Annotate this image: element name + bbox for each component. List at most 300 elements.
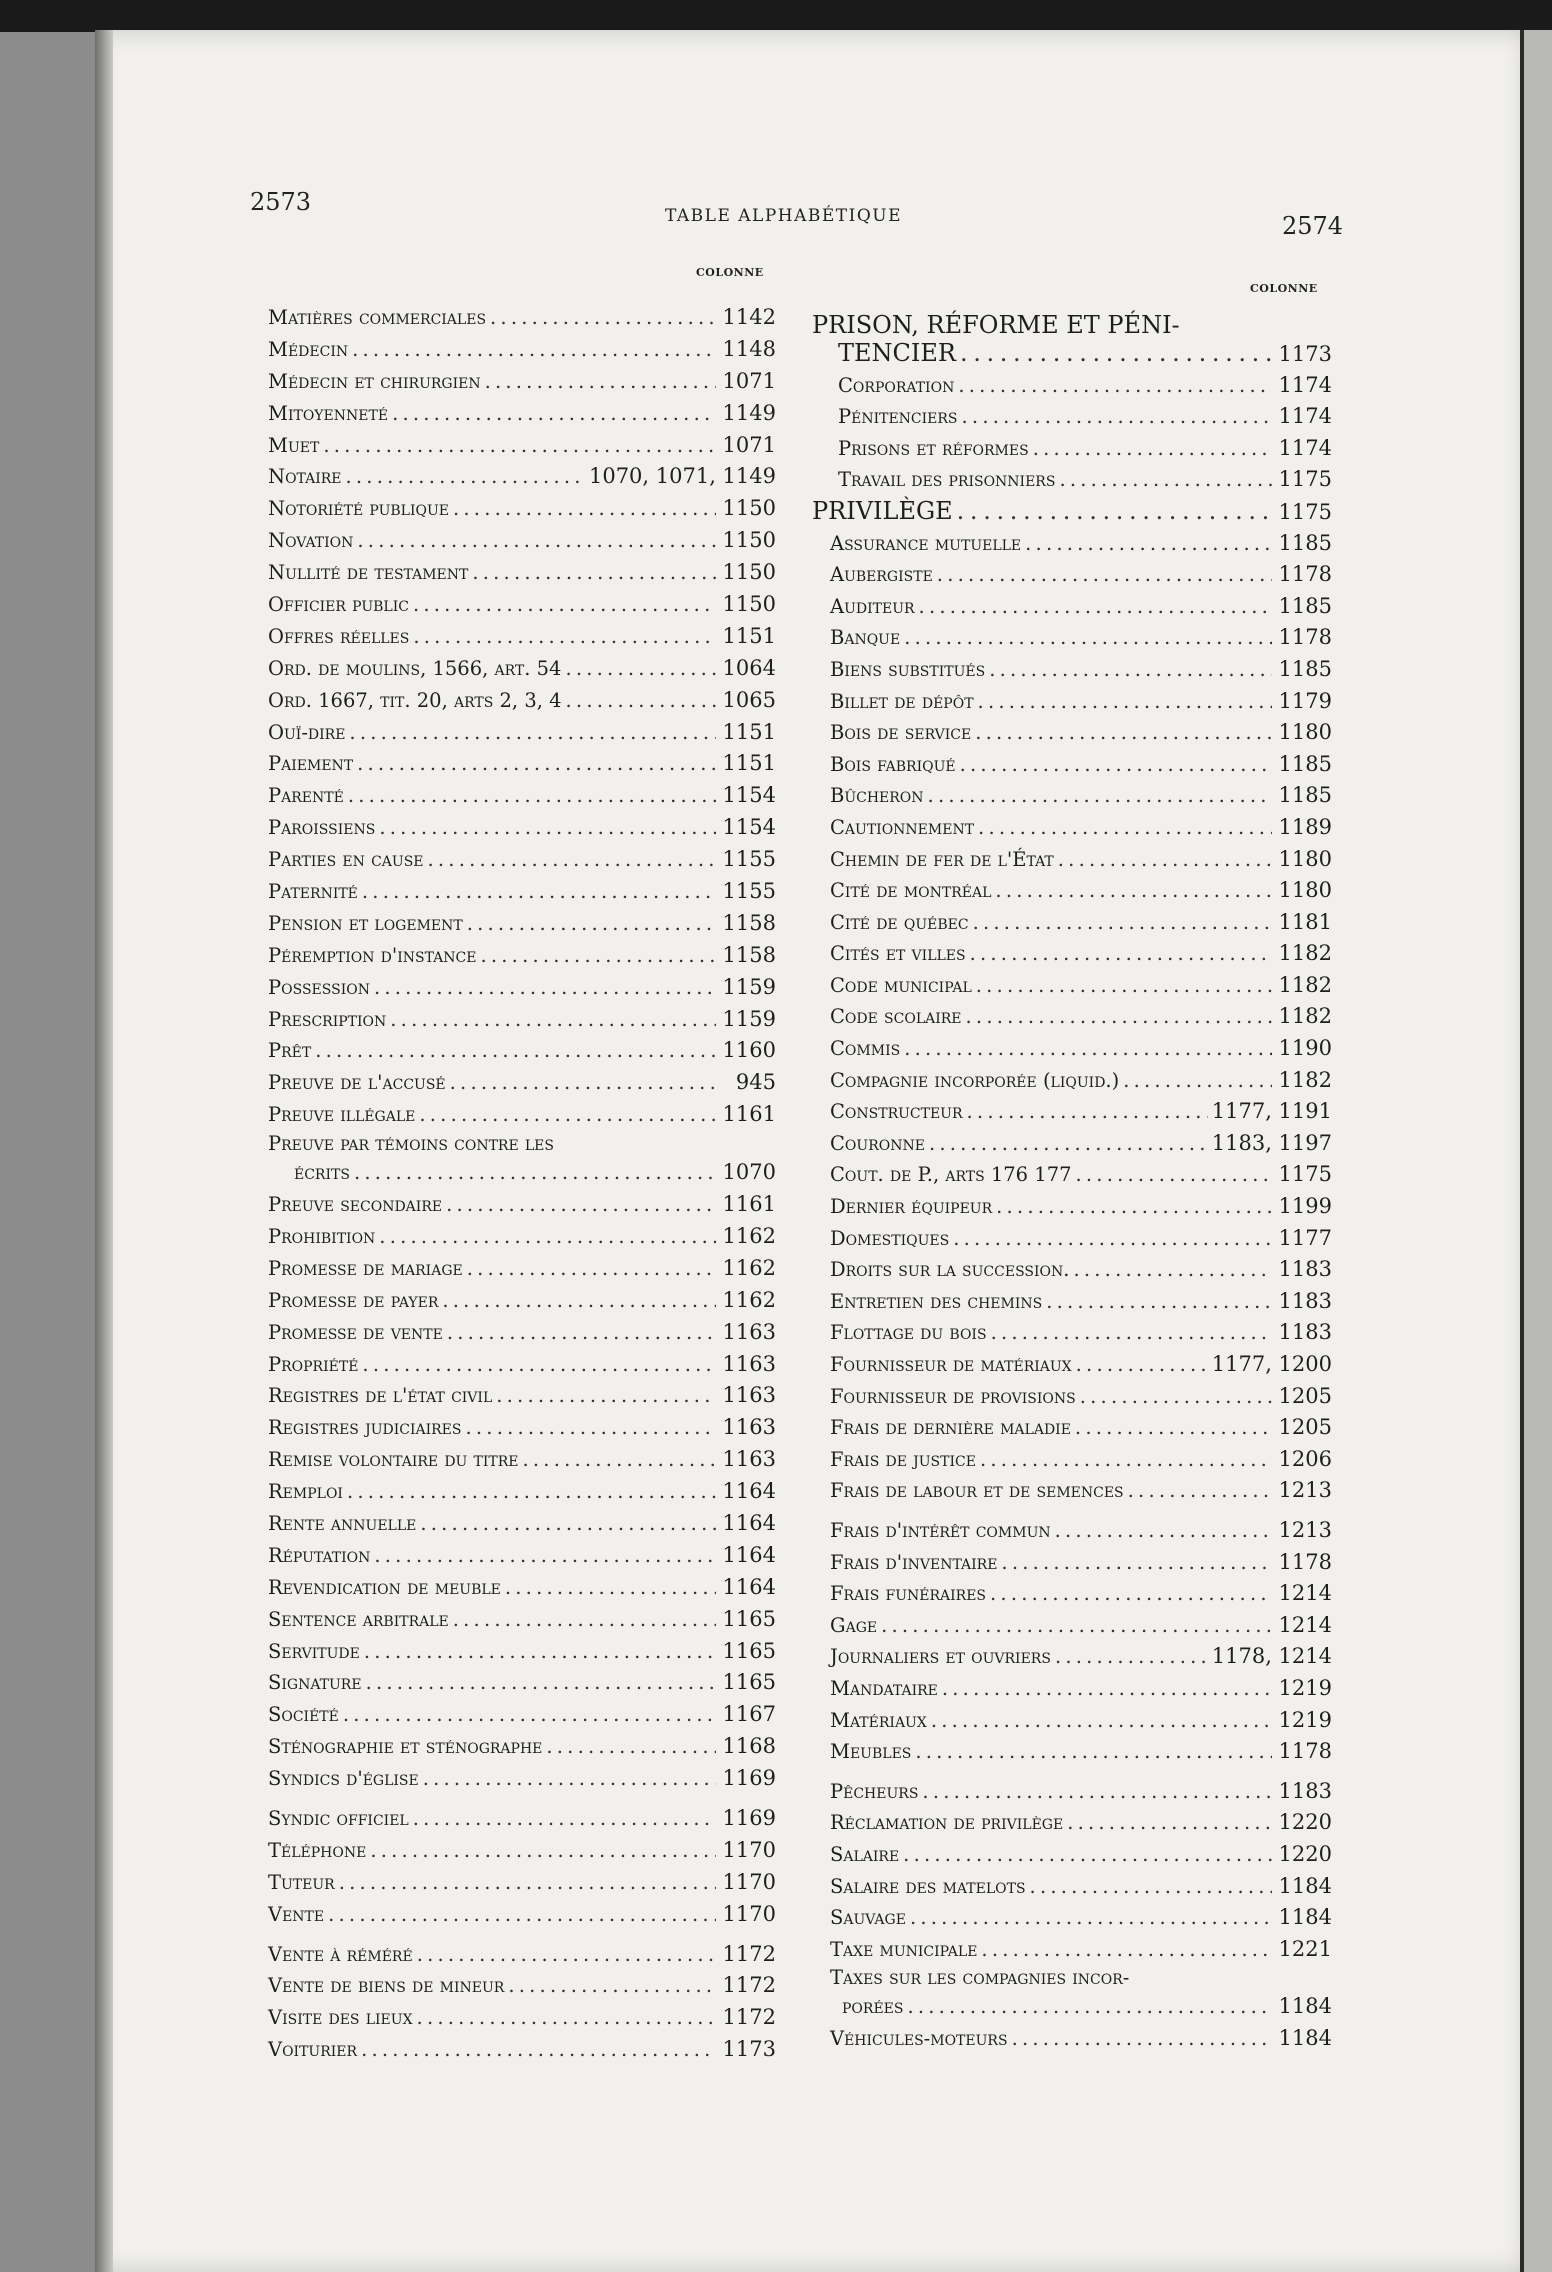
column-reference: 1175	[1278, 467, 1332, 492]
column-reference: 1184	[1278, 1994, 1332, 2019]
leader-dots	[960, 749, 1272, 781]
leader-dots	[392, 398, 716, 430]
index-term: Nullité de testament	[268, 561, 469, 585]
index-term: Frais d'intérêt commun	[830, 1518, 1051, 1542]
index-column-left	[268, 302, 776, 2066]
leader-dots	[976, 970, 1272, 1002]
index-entry	[268, 589, 776, 621]
index-entry	[268, 748, 776, 780]
index-entry	[268, 430, 776, 462]
index-entry	[812, 1807, 1332, 1839]
index-term: Pêcheurs	[830, 1779, 919, 1803]
index-entry	[812, 591, 1332, 623]
index-term: PRISON, RÉFORME ET PÉNI-	[812, 311, 1180, 339]
column-reference: 1213	[1278, 1517, 1332, 1542]
column-reference: 1189	[1278, 814, 1332, 839]
index-entry	[812, 1033, 1332, 1065]
index-term: Vente	[268, 1902, 325, 1926]
index-term: Bois de service	[830, 721, 972, 745]
column-reference: 1151	[722, 751, 776, 776]
index-entry	[812, 1475, 1332, 1507]
leader-dots	[453, 1604, 716, 1636]
leader-dots	[1025, 528, 1272, 560]
index-entry	[812, 1641, 1332, 1673]
index-entry	[268, 1157, 776, 1189]
column-reference: 1151	[722, 719, 776, 744]
leader-dots	[361, 2034, 716, 2066]
index-entry	[812, 844, 1332, 876]
index-term: Taxe municipale	[830, 1937, 978, 1961]
index-entry	[268, 1508, 776, 1540]
index-entry	[268, 1867, 776, 1899]
index-entry	[812, 1128, 1332, 1160]
index-entry	[812, 1871, 1332, 1903]
column-reference: 1159	[722, 974, 776, 999]
index-entry	[812, 622, 1332, 654]
leader-dots	[413, 589, 716, 621]
leader-dots	[390, 1004, 716, 1036]
index-term: Propriété	[268, 1352, 359, 1376]
index-entry	[812, 970, 1332, 1002]
column-reference: 1142	[722, 305, 776, 329]
index-term: Corporation	[838, 373, 955, 397]
page-right-edge	[1520, 30, 1552, 2272]
index-term: Matières commerciales	[268, 306, 487, 329]
index-term: Registres judiciaires	[268, 1416, 462, 1440]
index-term: Cout. de P., arts 176 177	[830, 1163, 1072, 1187]
leader-dots	[339, 1867, 716, 1899]
column-reference: 1151	[722, 623, 776, 648]
leader-dots	[349, 717, 716, 749]
index-term: Bois fabriqué	[830, 752, 956, 776]
index-entry	[268, 1004, 776, 1036]
leader-dots	[1001, 1547, 1272, 1579]
leader-dots	[496, 1380, 716, 1412]
column-reference: 1175	[1278, 499, 1332, 524]
column-reference: 1182	[1278, 1004, 1332, 1029]
column-reference: 1149	[722, 400, 776, 425]
index-entry	[812, 1736, 1332, 1768]
leader-dots	[347, 1476, 716, 1508]
column-reference: 1213	[1278, 1478, 1332, 1503]
column-reference: 1185	[1278, 530, 1332, 555]
column-reference: 1155	[722, 879, 776, 904]
index-term: Bûcheron	[830, 784, 924, 808]
column-reference: 1154	[722, 815, 776, 840]
leader-dots	[446, 1189, 716, 1221]
index-entry	[268, 493, 776, 525]
index-term: Promesse de payer	[268, 1288, 439, 1312]
index-entry	[268, 621, 776, 653]
index-term: Notoriété publique	[268, 497, 449, 521]
index-term: Salaire	[830, 1842, 900, 1866]
column-reference: 1206	[1278, 1446, 1332, 1471]
index-entry	[812, 559, 1332, 591]
column-reference: 1160	[722, 1038, 776, 1063]
index-term: Paiement	[268, 752, 354, 776]
column-reference: 1165	[722, 1670, 776, 1695]
leader-dots	[1075, 1412, 1272, 1444]
leader-dots	[1073, 1254, 1272, 1286]
column-reference: 1172	[722, 2005, 776, 2030]
index-term: Aubergiste	[830, 563, 933, 587]
leader-dots	[975, 717, 1272, 749]
leader-dots	[485, 366, 716, 398]
index-entry	[268, 1899, 776, 1931]
leader-dots	[966, 1001, 1272, 1033]
index-entry	[268, 908, 776, 940]
index-term: Tuteur	[268, 1870, 335, 1894]
column-reference: 1205	[1278, 1415, 1332, 1440]
index-term: Frais d'inventaire	[830, 1550, 998, 1574]
index-entry	[812, 1381, 1332, 1413]
index-entry	[812, 1934, 1332, 1966]
index-term: Sténographie et sténographe	[268, 1735, 543, 1759]
leader-dots	[910, 1902, 1272, 1934]
leader-dots	[447, 1317, 716, 1349]
index-term: Téléphone	[268, 1838, 367, 1862]
column-reference: 1205	[1278, 1383, 1332, 1408]
leader-dots	[346, 461, 585, 493]
index-entry	[268, 1349, 776, 1381]
index-entry	[268, 334, 776, 366]
index-term: Possession	[268, 975, 370, 999]
index-term: Domestiques	[830, 1226, 950, 1250]
index-entry	[812, 749, 1332, 781]
leader-dots	[370, 1835, 716, 1867]
index-entry	[268, 1604, 776, 1636]
leader-dots	[967, 1096, 1208, 1128]
leader-dots	[1128, 1475, 1272, 1507]
index-entry	[268, 461, 776, 493]
column-reference: 1185	[1278, 783, 1332, 808]
leader-dots	[978, 812, 1272, 844]
index-term: Frais de dernière maladie	[830, 1416, 1071, 1440]
index-term: Mitoyenneté	[268, 401, 389, 425]
leader-dots	[995, 875, 1272, 907]
index-entry	[812, 1902, 1332, 1934]
column-reference: 1065	[722, 687, 776, 712]
column-reference: 1162	[722, 1287, 776, 1312]
index-term: Sentence arbitrale	[268, 1607, 449, 1631]
leader-dots	[508, 1970, 716, 2002]
index-entry	[812, 338, 1332, 370]
column-reference: 1164	[722, 1479, 776, 1504]
column-reference: 1219	[1278, 1707, 1332, 1732]
column-reference: 1182	[1278, 972, 1332, 997]
index-term: Prescription	[268, 1007, 387, 1031]
leader-dots	[903, 1839, 1272, 1871]
column-reference: 1184	[1278, 1873, 1332, 1898]
index-term: Fournisseur de provisions	[830, 1384, 1076, 1408]
column-reference: 1177, 1200	[1211, 1352, 1332, 1376]
index-term: Vente de biens de mineur	[268, 1974, 505, 1998]
column-reference: 1165	[722, 1638, 776, 1663]
column-reference: 1181	[1278, 909, 1332, 934]
index-term: Paternité	[268, 880, 358, 904]
scan-top-band	[0, 0, 1552, 32]
leader-dots	[960, 338, 1272, 370]
index-entry	[268, 557, 776, 589]
index-entry	[812, 1286, 1332, 1318]
index-entry	[812, 1191, 1332, 1223]
leader-dots	[379, 1221, 716, 1253]
column-reference: 1177	[1278, 1225, 1332, 1250]
leader-dots	[362, 876, 716, 908]
leader-dots	[442, 1285, 716, 1317]
index-entry	[812, 1159, 1332, 1191]
leader-dots	[1067, 1807, 1272, 1839]
index-entry	[812, 401, 1332, 433]
index-entry	[268, 780, 776, 812]
index-term: Auditeur	[830, 594, 915, 618]
column-reference: 1219	[1278, 1675, 1332, 1700]
column-reference: 1162	[722, 1255, 776, 1280]
column-reference: 1169	[722, 1766, 776, 1791]
index-term: Cautionnement	[830, 815, 975, 839]
index-term: Mandataire	[830, 1676, 938, 1700]
index-term: Preuve secondaire	[268, 1193, 443, 1217]
colonne-label-right: COLONNE	[1250, 282, 1318, 295]
index-term: Parties en cause	[268, 848, 424, 872]
leader-dots	[1058, 844, 1272, 876]
column-reference: 1221	[1278, 1936, 1332, 1961]
index-term: Cités et villes	[830, 942, 966, 966]
column-reference: 1170	[722, 1837, 776, 1862]
leader-dots	[523, 1444, 716, 1476]
leader-dots	[546, 1731, 716, 1763]
column-reference: 1174	[1278, 404, 1332, 429]
index-entry	[268, 1035, 776, 1067]
leader-dots	[904, 622, 1272, 654]
leader-dots	[958, 370, 1272, 402]
index-term: Salaire des matelots	[830, 1874, 1026, 1898]
index-term: Visite des lieux	[268, 2006, 413, 2030]
index-term: Parenté	[268, 784, 344, 808]
column-reference: 1182	[1278, 1067, 1332, 1092]
index-term: Rente annuelle	[268, 1511, 417, 1535]
index-term: Fournisseur de matériaux	[830, 1353, 1072, 1376]
column-reference: 1150	[722, 496, 776, 521]
column-reference: 1214	[1278, 1581, 1332, 1606]
index-term: Paroissiens	[268, 816, 376, 840]
leader-dots	[929, 1128, 1208, 1160]
index-entry	[268, 1636, 776, 1668]
leader-dots	[1033, 433, 1272, 465]
index-term: Promesse de mariage	[268, 1256, 463, 1280]
running-title: TABLE ALPHABÉTIQUE	[665, 206, 903, 226]
index-entry	[812, 433, 1332, 465]
column-reference: 1173	[722, 2037, 776, 2062]
column-reference: 1183	[1278, 1257, 1332, 1282]
column-reference: 1177, 1191	[1211, 1099, 1332, 1124]
leader-dots	[343, 1699, 716, 1731]
index-term: Taxes sur les compagnies incor-	[830, 1966, 1130, 1990]
index-term: Société	[268, 1703, 339, 1727]
index-term: Syndics d'église	[268, 1767, 419, 1791]
index-term: Muet	[268, 433, 320, 457]
leader-dots	[1059, 464, 1272, 496]
index-entry	[268, 525, 776, 557]
index-term: Promesse de vente	[268, 1320, 443, 1344]
leader-dots	[996, 1191, 1272, 1223]
index-term: Frais de justice	[830, 1447, 976, 1471]
index-term: PRIVILÈGE	[812, 496, 953, 525]
index-term: Frais de labour et de semences	[830, 1479, 1124, 1503]
index-entry	[812, 1673, 1332, 1705]
index-entry	[812, 1776, 1332, 1808]
column-reference: 1163	[722, 1351, 776, 1376]
leader-dots	[352, 334, 716, 366]
index-entry	[812, 1991, 1332, 2023]
leader-dots	[423, 1763, 716, 1795]
index-term: Code scolaire	[830, 1005, 962, 1029]
leader-dots	[962, 401, 1272, 433]
index-entry	[268, 876, 776, 908]
leader-dots	[922, 1776, 1272, 1808]
column-reference: 1174	[1278, 435, 1332, 460]
leader-dots	[413, 1803, 716, 1835]
index-term: Servitude	[268, 1639, 360, 1663]
index-entry	[268, 1731, 776, 1763]
column-reference: 1070, 1071, 1149	[588, 464, 776, 489]
index-term: Matériaux	[830, 1708, 927, 1732]
index-term: Ouï-dire	[268, 720, 346, 744]
column-reference: 1184	[1278, 1905, 1332, 1930]
page-number-right: 2574	[1282, 212, 1344, 240]
index-entry	[812, 907, 1332, 939]
index-entry	[268, 1067, 776, 1099]
column-reference: 1185	[1278, 751, 1332, 776]
leader-dots	[374, 972, 716, 1004]
leader-dots	[364, 1636, 716, 1668]
index-entry	[812, 1096, 1332, 1128]
leader-dots	[1055, 1641, 1208, 1673]
column-reference: 1174	[1278, 372, 1332, 397]
index-entry	[268, 1835, 776, 1867]
index-entry	[268, 972, 776, 1004]
column-reference: 1164	[722, 1574, 776, 1599]
index-entry	[812, 496, 1332, 528]
leader-dots	[323, 430, 716, 462]
index-term: Preuve par témoins contre les	[268, 1132, 554, 1156]
leader-dots	[450, 1067, 716, 1099]
leader-dots	[1030, 1871, 1272, 1903]
leader-dots	[565, 653, 716, 685]
leader-dots	[472, 557, 716, 589]
leader-dots	[413, 621, 716, 653]
leader-dots	[328, 1899, 716, 1931]
leader-dots	[428, 844, 716, 876]
index-term: Meubles	[830, 1740, 912, 1764]
column-reference: 1155	[722, 847, 776, 872]
index-term: Cité de québec	[830, 910, 969, 934]
index-term: Couronne	[830, 1131, 925, 1155]
column-reference: 1148	[722, 336, 776, 361]
index-entry	[268, 1572, 776, 1604]
column-reference: 1161	[722, 1102, 776, 1127]
index-entry	[268, 366, 776, 398]
index-term: Billet de dépôt	[830, 689, 974, 713]
column-reference: 1158	[722, 910, 776, 935]
index-term: Entretien des chemins	[830, 1289, 1043, 1313]
column-reference: 1163	[722, 1319, 776, 1344]
leader-dots	[973, 907, 1272, 939]
index-entry	[268, 1131, 776, 1157]
leader-dots	[467, 908, 716, 940]
column-reference: 1180	[1278, 878, 1332, 903]
column-reference: 1178	[1278, 625, 1332, 650]
index-entry	[268, 1540, 776, 1572]
index-entry	[812, 1578, 1332, 1610]
column-reference: 1172	[722, 1941, 776, 1966]
index-entry	[268, 1189, 776, 1221]
index-entry	[268, 940, 776, 972]
column-reference: 1180	[1278, 720, 1332, 745]
index-term: Flottage du bois	[830, 1321, 987, 1345]
index-entry	[812, 1412, 1332, 1444]
column-reference: 1154	[722, 783, 776, 808]
leader-dots	[379, 812, 716, 844]
index-entry	[812, 1839, 1332, 1871]
index-entry	[812, 1705, 1332, 1737]
index-entry	[268, 1970, 776, 2002]
index-entry	[812, 1610, 1332, 1642]
index-entry	[812, 1349, 1332, 1381]
index-entry	[812, 1223, 1332, 1255]
index-term: Offres réelles	[268, 624, 410, 648]
leader-dots	[937, 559, 1272, 591]
index-term: Novation	[268, 529, 354, 553]
index-entry	[268, 812, 776, 844]
index-entry	[268, 1476, 776, 1508]
column-reference: 1071	[722, 432, 776, 457]
index-term: écrits	[294, 1161, 350, 1185]
leader-dots	[417, 2002, 716, 2034]
column-reference: 1183	[1278, 1288, 1332, 1313]
column-reference: 1173	[1278, 342, 1332, 366]
leader-dots	[1012, 2023, 1272, 2055]
leader-dots	[1076, 1159, 1272, 1191]
leader-dots	[904, 1033, 1272, 1065]
leader-dots	[978, 686, 1272, 718]
index-entry	[812, 370, 1332, 402]
leader-dots	[990, 1578, 1272, 1610]
index-entry	[268, 1099, 776, 1131]
column-reference: 1071	[722, 368, 776, 393]
column-reference: 1178	[1278, 562, 1332, 587]
index-entry	[268, 1763, 776, 1795]
index-term: Preuve illégale	[268, 1103, 416, 1127]
index-entry	[268, 1803, 776, 1835]
column-reference: 1179	[1278, 688, 1332, 713]
index-term: Officier public	[268, 593, 409, 617]
column-reference: 1168	[722, 1734, 776, 1759]
leader-dots	[417, 1939, 716, 1971]
column-reference: 1184	[1278, 2025, 1332, 2050]
leader-dots	[453, 493, 716, 525]
leader-dots	[1046, 1286, 1272, 1318]
index-entry	[812, 938, 1332, 970]
leader-dots	[357, 525, 716, 557]
index-term: TENCIER	[838, 339, 956, 367]
index-entry	[268, 2034, 776, 2066]
index-term: Registres de l'état civil	[268, 1384, 493, 1408]
index-entry	[268, 302, 776, 334]
leader-dots	[989, 654, 1272, 686]
index-term: Commis	[830, 1037, 901, 1061]
column-reference: 1199	[1278, 1194, 1332, 1219]
